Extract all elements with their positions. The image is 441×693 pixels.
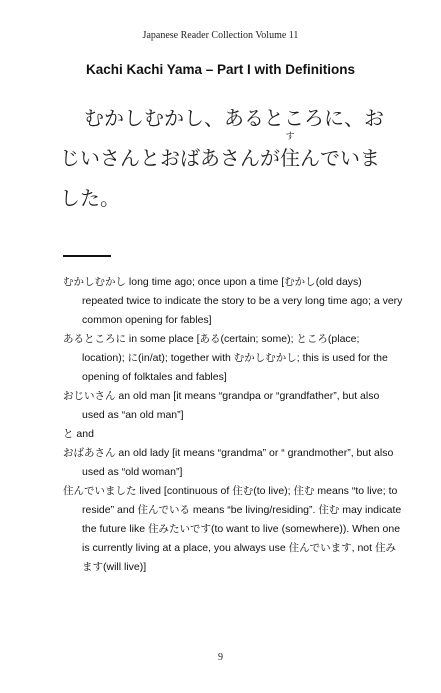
glossary-japanese-text: 住む (232, 485, 254, 497)
glossary-japanese-text: 住みたいです (147, 523, 211, 535)
glossary-definition-text: (certain; some); (220, 333, 297, 345)
glossary-entry (63, 387, 403, 425)
glossary-definition-text: means “to live; to reside” and (82, 485, 398, 516)
story-line-2-start: じいさんとおばあさんが (60, 146, 280, 170)
glossary-japanese-text: 住んでいます (288, 542, 352, 554)
glossary-definition-text: long time ago; once upon a time [ (128, 276, 285, 288)
glossary-entry (63, 482, 403, 577)
story-line-2-end: んでいま (300, 146, 380, 170)
story-line-1: むかしむかし、あるところに、お (84, 106, 384, 130)
glossary-term: おばあさん (63, 447, 116, 459)
kanji-live: 住 (280, 146, 300, 170)
glossary-definition-text: ; this is used for the opening of folktales and fables] (82, 352, 388, 383)
glossary-japanese-text: 住みます (82, 542, 396, 573)
glossary-entry (63, 330, 403, 387)
kanji-with-furigana (280, 132, 300, 178)
glossary-term: 住んでいました (63, 485, 137, 497)
glossary-definition-text: and (76, 428, 94, 440)
running-header: Japanese Reader Collection Volume 11 (142, 30, 299, 41)
glossary-definition-text: (will live)] (103, 561, 147, 573)
glossary-japanese-text: むかしむかし (233, 352, 297, 364)
glossary-japanese-text: ある (199, 333, 221, 345)
glossary-definition-text: (to want to live (somewhere)). When one is currently living at a place, you always use (82, 523, 401, 554)
story-text (60, 98, 410, 218)
glossary-definition-text: (old days) repeated twice to indicate the story to be a very long time ago; a very common opening for fables] (82, 276, 403, 326)
section-divider (63, 255, 111, 257)
glossary-japanese-text: ところ (296, 333, 328, 345)
page-title: Kachi Kachi Yama – Part I with Definitions (85, 62, 356, 77)
glossary-definition-text: (in/at); together with (138, 352, 234, 364)
glossary-definition-text: , not (351, 542, 375, 554)
page-number: 9 (218, 652, 223, 663)
glossary-entry (63, 273, 403, 330)
glossary-definition-text: an old lady [it means “grandma” or “ grandmother”, but also used as “old woman”] (82, 447, 394, 478)
glossary-definition-text: in some place [ (128, 333, 200, 345)
story-line-2 (60, 132, 410, 178)
furigana: す (285, 132, 295, 142)
glossary-japanese-text: に (127, 352, 139, 364)
glossary-entry (63, 425, 403, 444)
glossary-term: と (63, 428, 74, 440)
glossary-term: あるところに (63, 333, 126, 345)
glossary-japanese-text: 住んでいる (137, 504, 190, 516)
glossary-definition-text: means “be living/residing”. (189, 504, 319, 516)
glossary-entry (63, 444, 403, 482)
glossary-term: おじいさん (63, 390, 116, 402)
glossary-definition-text: an old man [it means “grandpa or “grandfather”, but also used as “an old man”] (82, 390, 380, 421)
glossary-japanese-text: 住む (293, 485, 315, 497)
glossary-definition-text: may indicate the future like (82, 504, 402, 535)
glossary-definition-text: (place; location); (82, 333, 360, 364)
glossary-definition-text: (to live); (253, 485, 294, 497)
glossary-definition-text: lived [continuous of (139, 485, 233, 497)
glossary-japanese-text: むかし (284, 276, 316, 288)
story-line-3: した。 (60, 186, 120, 210)
glossary-term: むかしむかし (63, 276, 126, 288)
glossary-list (63, 273, 403, 577)
glossary-japanese-text: 住む (318, 504, 340, 516)
